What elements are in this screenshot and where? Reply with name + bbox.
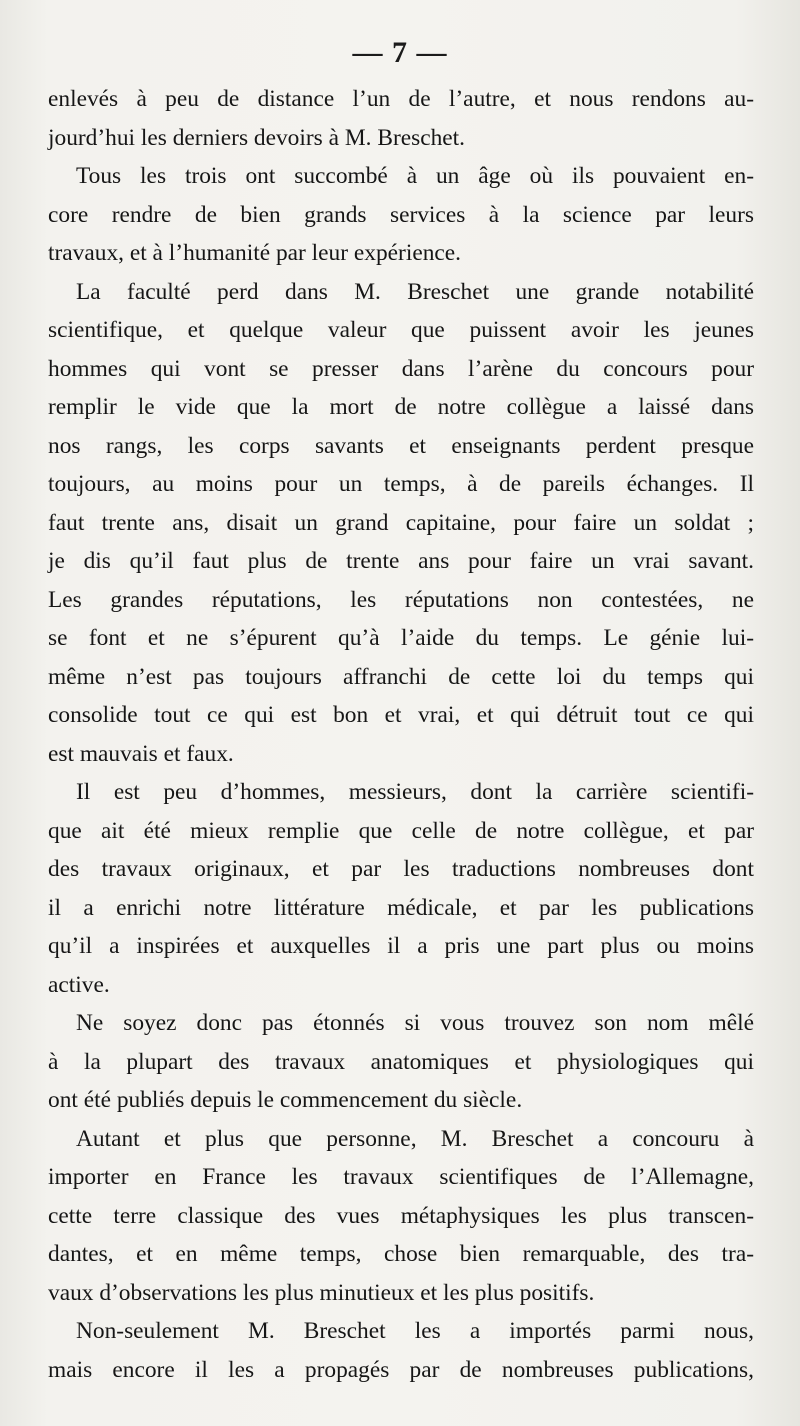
- text-line: je dis qu’il faut plus de trente ans pour faire un vrai savant.: [48, 548, 754, 574]
- text-line: Les grandes réputations, les réputations non contestées, ne: [48, 586, 754, 613]
- text-line: core rendre de bien grands services à la science par leurs: [48, 201, 754, 228]
- text-line: même n’est pas toujours affranchi de cette loi du temps qui: [48, 663, 754, 690]
- text-line: que ait été mieux remplie que celle de notre collègue, et par: [48, 817, 754, 844]
- page-number: — 7 —: [352, 36, 448, 69]
- text-line: jourd’hui les derniers devoirs à M. Breschet.: [48, 124, 466, 151]
- text-line: est mauvais et faux.: [48, 740, 234, 767]
- text-line: mais encore il les a propagés par de nombreuses publications,: [48, 1356, 754, 1383]
- text-line: toujours, au moins pour un temps, à de pareils échanges. Il: [48, 471, 754, 497]
- text-line: active.: [48, 971, 110, 998]
- text-line: faut trente ans, disait un grand capitaine, pour faire un soldat ;: [48, 509, 754, 536]
- text-line: enlevés à peu de distance l’un de l’autre, et nous rendons au-: [48, 86, 754, 112]
- text-line: Ne soyez donc pas étonnés si vous trouvez son nom mêlé: [76, 1010, 754, 1036]
- text-line: qu’il a inspirées et auxquelles il a pris une part plus ou moins: [48, 933, 754, 959]
- body-text: [48, 80, 754, 1389]
- text-line: cette terre classique des vues métaphysiques les plus transcen-: [48, 1202, 754, 1229]
- text-line: Autant et plus que personne, M. Breschet a concouru à: [76, 1125, 754, 1152]
- text-line: importer en France les travaux scientifiques de l’Allemagne,: [48, 1164, 754, 1190]
- text-line: Tous les trois ont succombé à un âge où ils pouvaient en-: [76, 163, 754, 189]
- text-line: vaux d’observations les plus minutieux et les plus positifs.: [48, 1279, 595, 1306]
- text-line: Non-seulement M. Breschet les a importés parmi nous,: [76, 1318, 754, 1344]
- text-line: ont été publiés depuis le commencement du siècle.: [48, 1087, 523, 1113]
- text-line: Il est peu d’hommes, messieurs, dont la carrière scientifi-: [76, 779, 754, 805]
- text-line: consolide tout ce qui est bon et vrai, et qui détruit tout ce qui: [48, 702, 754, 728]
- text-line: à la plupart des travaux anatomiques et physiologiques qui: [48, 1048, 754, 1075]
- text-line: se font et ne s’épurent qu’à l’aide du temps. Le génie lui-: [48, 625, 754, 651]
- text-line: hommes qui vont se presser dans l’arène du concours pour: [48, 355, 754, 382]
- text-line: travaux, et à l’humanité par leur expérience.: [48, 240, 462, 266]
- text-line: nos rangs, les corps savants et enseignants perdent presque: [48, 432, 754, 459]
- text-line: La faculté perd dans M. Breschet une grande notabilité: [76, 278, 754, 305]
- text-line: dantes, et en même temps, chose bien remarquable, des tra-: [48, 1241, 754, 1267]
- text-line: scientifique, et quelque valeur que puissent avoir les jeunes: [48, 317, 754, 343]
- text-line: il a enrichi notre littérature médicale, et par les publications: [48, 894, 754, 921]
- text-line: remplir le vide que la mort de notre collègue a laissé dans: [48, 394, 754, 420]
- text-line: des travaux originaux, et par les traductions nombreuses dont: [48, 856, 754, 882]
